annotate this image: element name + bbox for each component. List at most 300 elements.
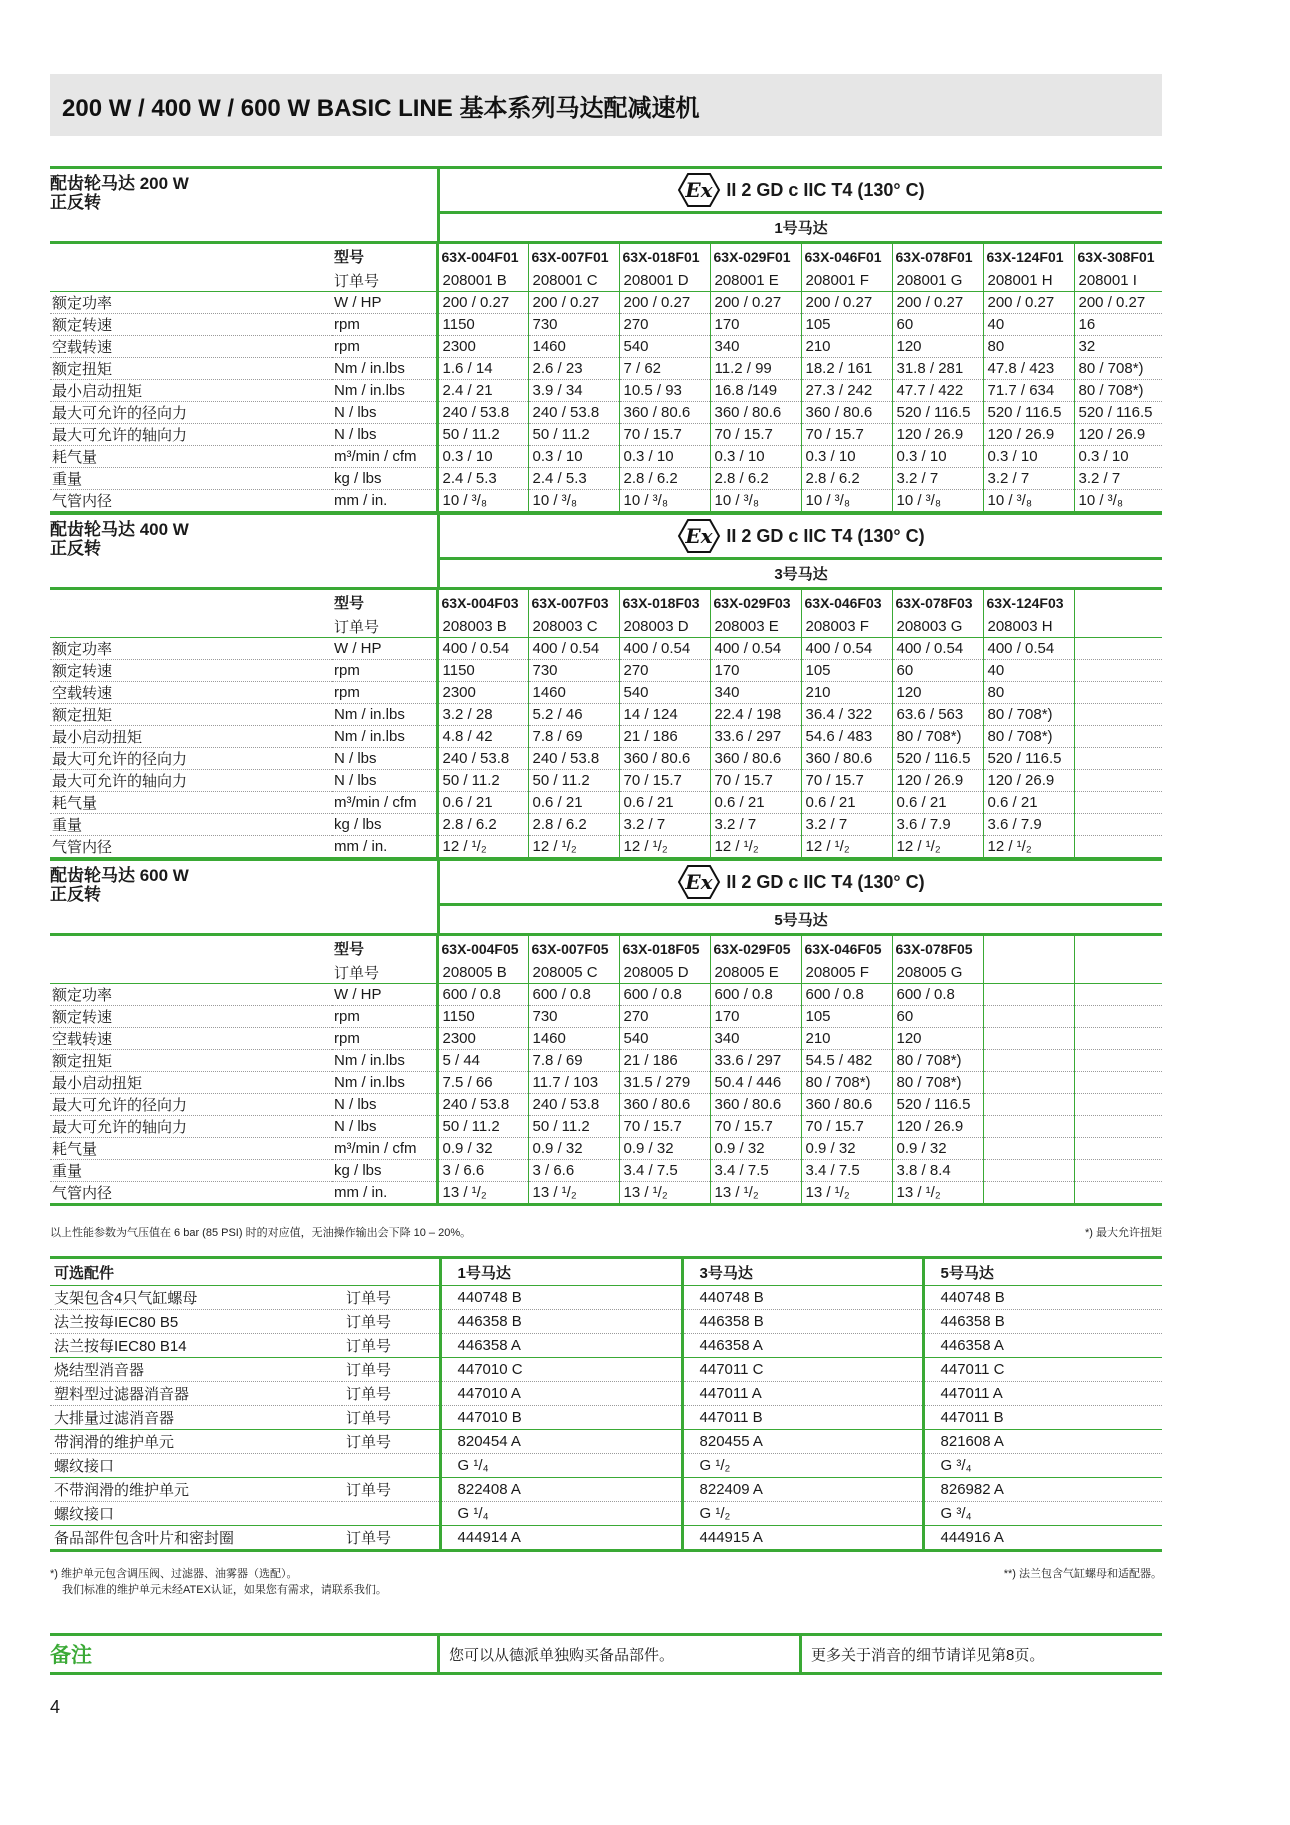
accessory-value: 822409 A bbox=[682, 1478, 923, 1502]
value-cell: 70 / 15.7 bbox=[710, 424, 801, 446]
model-cell: 63X-029F05 bbox=[710, 936, 801, 961]
value-cell: 600 / 0.8 bbox=[801, 984, 892, 1006]
value-cell: 2.4 / 5.3 bbox=[437, 468, 528, 490]
section-title-line: 正反转 bbox=[50, 193, 101, 212]
row-unit: N / lbs bbox=[332, 748, 437, 770]
model-cell: 63X-018F03 bbox=[619, 590, 710, 615]
value-cell: 70 / 15.7 bbox=[801, 770, 892, 792]
value-cell: 360 / 80.6 bbox=[710, 748, 801, 770]
row-label: 最小启动扭矩 bbox=[50, 726, 332, 748]
order-cell: 208003 H bbox=[983, 615, 1074, 638]
value-cell: 340 bbox=[710, 682, 801, 704]
spec-section bbox=[50, 858, 1162, 1206]
motor-name: 1号马达 bbox=[774, 220, 828, 237]
svg-text:Ex: Ex bbox=[685, 524, 713, 548]
row-label: 最小启动扭矩 bbox=[50, 1072, 332, 1094]
value-cell: 40 bbox=[983, 660, 1074, 682]
row-label: 耗气量 bbox=[50, 446, 332, 468]
value-cell bbox=[1074, 682, 1162, 704]
value-cell: 520 / 116.5 bbox=[892, 402, 983, 424]
value-cell: 0.3 / 10 bbox=[801, 446, 892, 468]
value-cell: 120 / 26.9 bbox=[892, 1116, 983, 1138]
value-cell: 1150 bbox=[437, 314, 528, 336]
value-cell: 60 bbox=[892, 314, 983, 336]
value-cell: 13 / ¹/₂ bbox=[801, 1182, 892, 1205]
value-cell: 7.5 / 66 bbox=[437, 1072, 528, 1094]
spec-row bbox=[50, 704, 1162, 726]
value-cell bbox=[1074, 1006, 1162, 1028]
value-cell: 540 bbox=[619, 1028, 710, 1050]
value-cell: 3.9 / 34 bbox=[528, 380, 619, 402]
row-unit: Nm / in.lbs bbox=[332, 1072, 437, 1094]
accessory-order-label: 订单号 bbox=[342, 1430, 440, 1454]
value-cell: 2.6 / 23 bbox=[528, 358, 619, 380]
value-cell: 3.8 / 8.4 bbox=[892, 1160, 983, 1182]
section-title bbox=[50, 866, 430, 904]
value-cell: 0.3 / 10 bbox=[983, 446, 1074, 468]
accessory-order-label: 订单号 bbox=[342, 1526, 440, 1551]
row-label: 最大可允许的径向力 bbox=[50, 1094, 332, 1116]
order-cell: 208003 D bbox=[619, 615, 710, 638]
accessory-label: 法兰按每IEC80 B5 bbox=[50, 1310, 342, 1334]
value-cell: 13 / ¹/₂ bbox=[619, 1182, 710, 1205]
accessory-row bbox=[50, 1478, 1162, 1502]
value-cell: 400 / 0.54 bbox=[892, 638, 983, 660]
value-cell: 600 / 0.8 bbox=[528, 984, 619, 1006]
value-cell: 18.2 / 161 bbox=[801, 358, 892, 380]
value-cell: 10 / ³/₈ bbox=[801, 490, 892, 513]
accessory-value: 440748 B bbox=[923, 1286, 1162, 1310]
value-cell: 13 / ¹/₂ bbox=[528, 1182, 619, 1205]
value-cell bbox=[1074, 660, 1162, 682]
value-cell: 10 / ³/₈ bbox=[528, 490, 619, 513]
accessory-value: G ¹/₄ bbox=[440, 1502, 682, 1526]
value-cell: 240 / 53.8 bbox=[437, 748, 528, 770]
value-cell: 7.8 / 69 bbox=[528, 1050, 619, 1072]
value-cell: 12 / ¹/₂ bbox=[437, 836, 528, 859]
value-cell: 0.9 / 32 bbox=[801, 1138, 892, 1160]
value-cell: 0.9 / 32 bbox=[892, 1138, 983, 1160]
value-cell: 12 / ¹/₂ bbox=[801, 836, 892, 859]
spec-row bbox=[50, 336, 1162, 358]
row-unit: rpm bbox=[332, 682, 437, 704]
value-cell: 200 / 0.27 bbox=[437, 292, 528, 314]
accessory-value: 447011 B bbox=[923, 1406, 1162, 1430]
value-cell: 0.9 / 32 bbox=[528, 1138, 619, 1160]
spec-row bbox=[50, 314, 1162, 336]
value-cell bbox=[983, 1050, 1074, 1072]
value-cell: 12 / ¹/₂ bbox=[892, 836, 983, 859]
order-cell bbox=[1074, 961, 1162, 984]
row-label: 耗气量 bbox=[50, 1138, 332, 1160]
remarks-bar bbox=[50, 1633, 1162, 1675]
spec-row bbox=[50, 1050, 1162, 1072]
accessory-value: 820455 A bbox=[682, 1430, 923, 1454]
value-cell: 360 / 80.6 bbox=[619, 402, 710, 424]
value-cell: 36.4 / 322 bbox=[801, 704, 892, 726]
row-unit: rpm bbox=[332, 314, 437, 336]
value-cell: 2.8 / 6.2 bbox=[710, 468, 801, 490]
value-cell: 10 / ³/₈ bbox=[619, 490, 710, 513]
row-unit: m³/min / cfm bbox=[332, 446, 437, 468]
value-cell: 1460 bbox=[528, 682, 619, 704]
value-cell: 3.2 / 7 bbox=[710, 814, 801, 836]
value-cell bbox=[1074, 1028, 1162, 1050]
model-cell: 63X-004F05 bbox=[437, 936, 528, 961]
section-title bbox=[50, 174, 430, 212]
row-unit: Nm / in.lbs bbox=[332, 704, 437, 726]
accessory-row bbox=[50, 1334, 1162, 1358]
value-cell: 200 / 0.27 bbox=[983, 292, 1074, 314]
value-cell: 7.8 / 69 bbox=[528, 726, 619, 748]
value-cell: 200 / 0.27 bbox=[1074, 292, 1162, 314]
value-cell: 80 bbox=[983, 682, 1074, 704]
order-cell: 208001 F bbox=[801, 269, 892, 292]
section-title-line: 配齿轮马达 400 W bbox=[50, 520, 189, 539]
row-label: 气管内径 bbox=[50, 836, 332, 859]
spec-row bbox=[50, 726, 1162, 748]
order-cell: 208005 B bbox=[437, 961, 528, 984]
row-label: 空载转速 bbox=[50, 682, 332, 704]
atex-ex-icon bbox=[677, 172, 721, 208]
row-unit: N / lbs bbox=[332, 770, 437, 792]
value-cell: 3.2 / 7 bbox=[619, 814, 710, 836]
model-cell: 63X-078F05 bbox=[892, 936, 983, 961]
row-unit: rpm bbox=[332, 1028, 437, 1050]
model-cell: 63X-018F01 bbox=[619, 244, 710, 269]
row-unit: N / lbs bbox=[332, 1116, 437, 1138]
value-cell: 12 / ¹/₂ bbox=[528, 836, 619, 859]
accessory-row bbox=[50, 1382, 1162, 1406]
accessory-label: 支架包含4只气缸螺母 bbox=[50, 1286, 342, 1310]
value-cell: 105 bbox=[801, 1006, 892, 1028]
model-cell: 63X-007F01 bbox=[528, 244, 619, 269]
value-cell: 105 bbox=[801, 314, 892, 336]
row-label: 空载转速 bbox=[50, 1028, 332, 1050]
value-cell: 54.5 / 482 bbox=[801, 1050, 892, 1072]
value-cell: 400 / 0.54 bbox=[619, 638, 710, 660]
order-cell: 208005 F bbox=[801, 961, 892, 984]
order-cell: 208001 H bbox=[983, 269, 1074, 292]
value-cell: 360 / 80.6 bbox=[801, 748, 892, 770]
value-cell: 10 / ³/₈ bbox=[710, 490, 801, 513]
section-title-line: 正反转 bbox=[50, 885, 101, 904]
accessory-label: 烧结型消音器 bbox=[50, 1358, 342, 1382]
model-cell: 63X-004F01 bbox=[437, 244, 528, 269]
value-cell: 70 / 15.7 bbox=[710, 770, 801, 792]
value-cell: 120 / 26.9 bbox=[892, 424, 983, 446]
value-cell: 60 bbox=[892, 660, 983, 682]
row-unit: N / lbs bbox=[332, 402, 437, 424]
row-unit: mm / in. bbox=[332, 836, 437, 859]
value-cell bbox=[983, 1116, 1074, 1138]
value-cell: 600 / 0.8 bbox=[710, 984, 801, 1006]
accessory-header: 可选配件 bbox=[50, 1258, 440, 1286]
accessory-note-1: *) 维护单元包含调压阀、过滤器、油雾器（选配）。 bbox=[50, 1568, 298, 1580]
spec-table bbox=[50, 936, 1162, 1206]
spec-row bbox=[50, 836, 1162, 859]
row-label: 最小启动扭矩 bbox=[50, 380, 332, 402]
order-cell: 208001 B bbox=[437, 269, 528, 292]
svg-text:Ex: Ex bbox=[685, 178, 713, 202]
value-cell: 170 bbox=[710, 314, 801, 336]
spec-row bbox=[50, 402, 1162, 424]
value-cell: 13 / ¹/₂ bbox=[710, 1182, 801, 1205]
spec-row bbox=[50, 424, 1162, 446]
value-cell: 31.8 / 281 bbox=[892, 358, 983, 380]
row-label: 气管内径 bbox=[50, 1182, 332, 1205]
order-cell: 208001 E bbox=[710, 269, 801, 292]
value-cell: 80 / 708*) bbox=[983, 704, 1074, 726]
spec-row bbox=[50, 380, 1162, 402]
atex-text: II 2 GD c IIC T4 (130° C) bbox=[726, 525, 925, 546]
accessory-label: 带润滑的维护单元 bbox=[50, 1430, 342, 1454]
accessory-value: 444915 A bbox=[682, 1526, 923, 1551]
accessory-row bbox=[50, 1310, 1162, 1334]
value-cell: 2.4 / 5.3 bbox=[528, 468, 619, 490]
model-row bbox=[50, 590, 1162, 615]
value-cell: 11.7 / 103 bbox=[528, 1072, 619, 1094]
value-cell: 3.2 / 7 bbox=[892, 468, 983, 490]
value-cell: 32 bbox=[1074, 336, 1162, 358]
value-cell: 540 bbox=[619, 682, 710, 704]
value-cell: 10 / ³/₈ bbox=[892, 490, 983, 513]
row-unit: Nm / in.lbs bbox=[332, 380, 437, 402]
spec-row bbox=[50, 748, 1162, 770]
row-unit: kg / lbs bbox=[332, 468, 437, 490]
value-cell: 70 / 15.7 bbox=[801, 1116, 892, 1138]
order-cell: 208003 G bbox=[892, 615, 983, 638]
value-cell: 0.3 / 10 bbox=[892, 446, 983, 468]
value-cell: 50 / 11.2 bbox=[437, 424, 528, 446]
section-title-line: 正反转 bbox=[50, 539, 101, 558]
accessory-value: 826982 A bbox=[923, 1478, 1162, 1502]
row-unit: Nm / in.lbs bbox=[332, 358, 437, 380]
value-cell: 11.2 / 99 bbox=[710, 358, 801, 380]
value-cell bbox=[1074, 1138, 1162, 1160]
value-cell: 5.2 / 46 bbox=[528, 704, 619, 726]
value-cell: 1460 bbox=[528, 1028, 619, 1050]
row-label: 额定扭矩 bbox=[50, 704, 332, 726]
order-cell bbox=[983, 961, 1074, 984]
value-cell: 240 / 53.8 bbox=[528, 748, 619, 770]
value-cell: 600 / 0.8 bbox=[619, 984, 710, 1006]
order-cell: 208005 D bbox=[619, 961, 710, 984]
order-label: 订单号 bbox=[332, 961, 437, 984]
spec-row bbox=[50, 446, 1162, 468]
row-unit: mm / in. bbox=[332, 1182, 437, 1205]
value-cell: 21 / 186 bbox=[619, 726, 710, 748]
order-cell: 208005 C bbox=[528, 961, 619, 984]
value-cell: 400 / 0.54 bbox=[983, 638, 1074, 660]
order-cell: 208001 G bbox=[892, 269, 983, 292]
row-label: 重量 bbox=[50, 468, 332, 490]
value-cell bbox=[1074, 1072, 1162, 1094]
accessory-order-label: 订单号 bbox=[342, 1406, 440, 1430]
value-cell: 10 / ³/₈ bbox=[437, 490, 528, 513]
accessory-order-label: 订单号 bbox=[342, 1358, 440, 1382]
model-cell: 63X-007F03 bbox=[528, 590, 619, 615]
value-cell: 3.2 / 7 bbox=[801, 814, 892, 836]
value-cell: 3.2 / 7 bbox=[1074, 468, 1162, 490]
accessory-row bbox=[50, 1286, 1162, 1310]
value-cell: 70 / 15.7 bbox=[619, 770, 710, 792]
accessory-value: 822408 A bbox=[440, 1478, 682, 1502]
value-cell: 200 / 0.27 bbox=[619, 292, 710, 314]
spec-row bbox=[50, 638, 1162, 660]
model-cell bbox=[983, 936, 1074, 961]
value-cell bbox=[983, 1182, 1074, 1205]
section-title-line: 配齿轮马达 200 W bbox=[50, 174, 189, 193]
value-cell: 0.3 / 10 bbox=[437, 446, 528, 468]
value-cell: 3.2 / 28 bbox=[437, 704, 528, 726]
value-cell: 2.8 / 6.2 bbox=[528, 814, 619, 836]
value-cell: 5 / 44 bbox=[437, 1050, 528, 1072]
accessory-value: G ¹/₄ bbox=[440, 1454, 682, 1478]
model-cell: 63X-308F01 bbox=[1074, 244, 1162, 269]
value-cell: 0.6 / 21 bbox=[528, 792, 619, 814]
value-cell: 47.8 / 423 bbox=[983, 358, 1074, 380]
value-cell: 270 bbox=[619, 1006, 710, 1028]
value-cell: 50 / 11.2 bbox=[437, 770, 528, 792]
value-cell: 12 / ¹/₂ bbox=[710, 836, 801, 859]
value-cell: 70 / 15.7 bbox=[619, 1116, 710, 1138]
accessory-order-label: 订单号 bbox=[342, 1286, 440, 1310]
value-cell: 54.6 / 483 bbox=[801, 726, 892, 748]
row-unit: kg / lbs bbox=[332, 1160, 437, 1182]
spec-row bbox=[50, 1182, 1162, 1205]
value-cell: 10 / ³/₈ bbox=[1074, 490, 1162, 513]
value-cell: 12 / ¹/₂ bbox=[983, 836, 1074, 859]
row-unit: m³/min / cfm bbox=[332, 1138, 437, 1160]
value-cell: 1150 bbox=[437, 1006, 528, 1028]
section-header bbox=[50, 858, 1162, 936]
value-cell: 3.4 / 7.5 bbox=[710, 1160, 801, 1182]
accessory-header: 5号马达 bbox=[923, 1258, 1162, 1286]
order-cell: 208003 B bbox=[437, 615, 528, 638]
value-cell: 50 / 11.2 bbox=[528, 1116, 619, 1138]
accessory-row bbox=[50, 1430, 1162, 1454]
accessory-value: 440748 B bbox=[440, 1286, 682, 1310]
accessory-value: 820454 A bbox=[440, 1430, 682, 1454]
row-label: 额定功率 bbox=[50, 984, 332, 1006]
accessory-value: 447011 A bbox=[682, 1382, 923, 1406]
value-cell: 120 / 26.9 bbox=[1074, 424, 1162, 446]
value-cell: 360 / 80.6 bbox=[619, 1094, 710, 1116]
accessory-value: G ¹/₂ bbox=[682, 1502, 923, 1526]
spec-row bbox=[50, 984, 1162, 1006]
value-cell: 120 / 26.9 bbox=[892, 770, 983, 792]
order-cell: 208003 F bbox=[801, 615, 892, 638]
value-cell: 2.8 / 6.2 bbox=[437, 814, 528, 836]
atex-ex-icon bbox=[677, 864, 721, 900]
value-cell: 2.8 / 6.2 bbox=[801, 468, 892, 490]
accessory-order-label: 订单号 bbox=[342, 1334, 440, 1358]
accessory-order-label: 订单号 bbox=[342, 1310, 440, 1334]
value-cell: 730 bbox=[528, 660, 619, 682]
row-unit: rpm bbox=[332, 660, 437, 682]
value-cell: 1150 bbox=[437, 660, 528, 682]
accessory-value: 447011 C bbox=[923, 1358, 1162, 1382]
row-label: 重量 bbox=[50, 814, 332, 836]
remarks-label: 备注 bbox=[50, 1644, 92, 1667]
order-cell: 208005 G bbox=[892, 961, 983, 984]
accessory-value: G ³/₄ bbox=[923, 1454, 1162, 1478]
spec-row bbox=[50, 1028, 1162, 1050]
spec-row bbox=[50, 1116, 1162, 1138]
row-unit: mm / in. bbox=[332, 490, 437, 513]
row-unit: Nm / in.lbs bbox=[332, 726, 437, 748]
value-cell: 0.3 / 10 bbox=[1074, 446, 1162, 468]
value-cell: 120 bbox=[892, 336, 983, 358]
accessory-value: 821608 A bbox=[923, 1430, 1162, 1454]
value-cell: 270 bbox=[619, 660, 710, 682]
value-cell: 80 / 708*) bbox=[1074, 380, 1162, 402]
value-cell bbox=[1074, 1116, 1162, 1138]
value-cell: 120 / 26.9 bbox=[983, 424, 1074, 446]
value-cell bbox=[1074, 1160, 1162, 1182]
order-cell: 208003 C bbox=[528, 615, 619, 638]
value-cell: 2300 bbox=[437, 682, 528, 704]
accessory-value: 447011 A bbox=[923, 1382, 1162, 1406]
row-label: 最大可允许的轴向力 bbox=[50, 424, 332, 446]
performance-note: 以上性能参数为气压值在 6 bar (85 PSI) 时的对应值，无油操作输出会下降 10 – 20%。 bbox=[50, 1227, 472, 1239]
row-unit: W / HP bbox=[332, 638, 437, 660]
row-unit: rpm bbox=[332, 336, 437, 358]
accessory-row bbox=[50, 1502, 1162, 1526]
spec-row bbox=[50, 1160, 1162, 1182]
accessory-value: 446358 B bbox=[923, 1310, 1162, 1334]
spec-row bbox=[50, 292, 1162, 314]
row-label: 额定扭矩 bbox=[50, 358, 332, 380]
value-cell: 31.5 / 279 bbox=[619, 1072, 710, 1094]
accessory-order-label: 订单号 bbox=[342, 1382, 440, 1406]
model-cell: 63X-046F05 bbox=[801, 936, 892, 961]
value-cell bbox=[983, 1094, 1074, 1116]
accessory-value: 447010 A bbox=[440, 1382, 682, 1406]
value-cell bbox=[1074, 638, 1162, 660]
atex-text: II 2 GD c IIC T4 (130° C) bbox=[726, 179, 925, 200]
row-unit: N / lbs bbox=[332, 424, 437, 446]
accessory-value: 446358 B bbox=[440, 1310, 682, 1334]
row-label: 额定转速 bbox=[50, 314, 332, 336]
value-cell: 400 / 0.54 bbox=[801, 638, 892, 660]
model-row bbox=[50, 936, 1162, 961]
value-cell: 240 / 53.8 bbox=[437, 402, 528, 424]
value-cell: 3.4 / 7.5 bbox=[619, 1160, 710, 1182]
value-cell: 1.6 / 14 bbox=[437, 358, 528, 380]
value-cell: 520 / 116.5 bbox=[892, 748, 983, 770]
accessory-value: 447011 C bbox=[682, 1358, 923, 1382]
value-cell: 4.8 / 42 bbox=[437, 726, 528, 748]
accessory-header: 3号马达 bbox=[682, 1258, 923, 1286]
value-cell: 13 / ¹/₂ bbox=[892, 1182, 983, 1205]
model-cell: 63X-124F01 bbox=[983, 244, 1074, 269]
row-label: 额定功率 bbox=[50, 638, 332, 660]
value-cell: 360 / 80.6 bbox=[801, 402, 892, 424]
row-label: 最大可允许的轴向力 bbox=[50, 770, 332, 792]
accessory-value: 444916 A bbox=[923, 1526, 1162, 1551]
value-cell: 22.4 / 198 bbox=[710, 704, 801, 726]
row-label: 额定扭矩 bbox=[50, 1050, 332, 1072]
value-cell: 200 / 0.27 bbox=[528, 292, 619, 314]
value-cell: 210 bbox=[801, 336, 892, 358]
value-cell: 50.4 / 446 bbox=[710, 1072, 801, 1094]
value-cell: 27.3 / 242 bbox=[801, 380, 892, 402]
svg-text:Ex: Ex bbox=[685, 870, 713, 894]
value-cell: 240 / 53.8 bbox=[528, 1094, 619, 1116]
value-cell bbox=[1074, 814, 1162, 836]
